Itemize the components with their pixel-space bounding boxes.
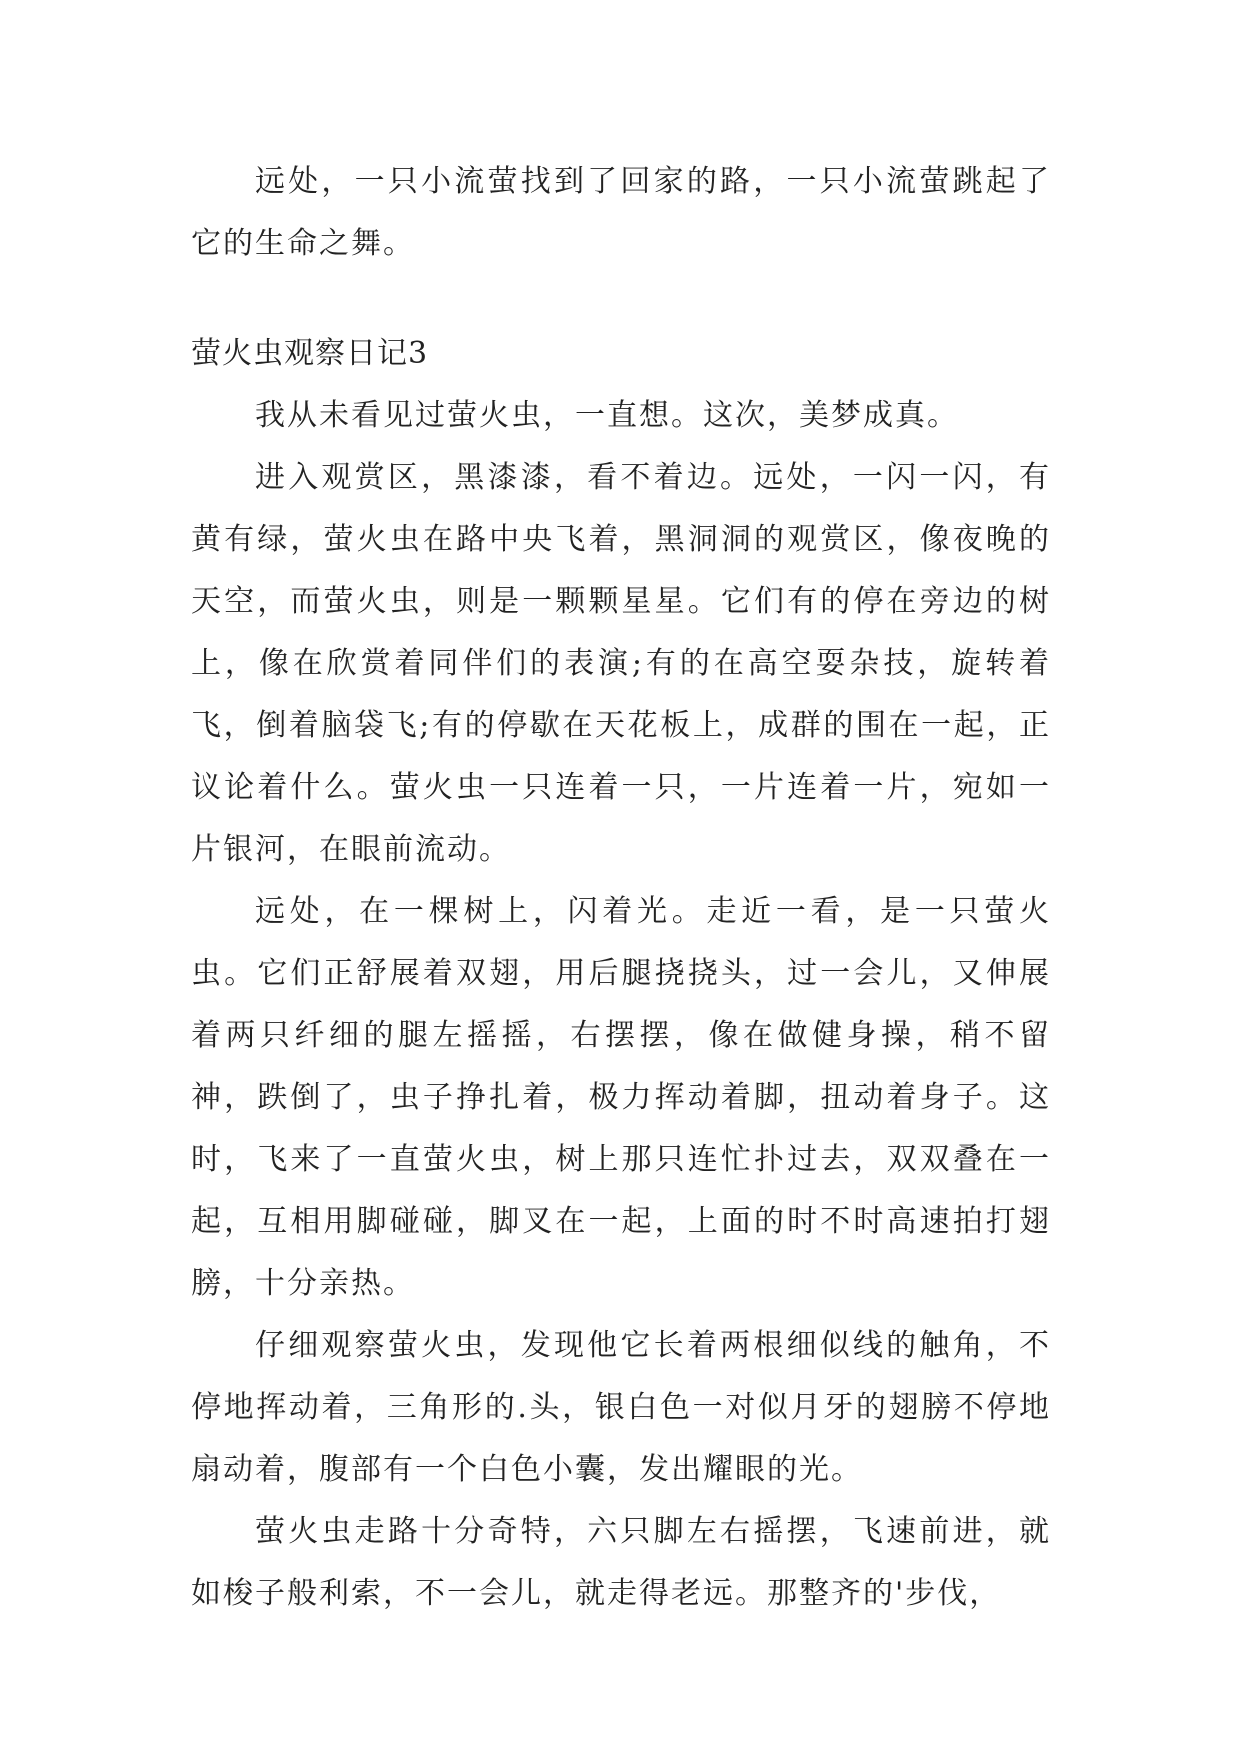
paragraph-1: 我从未看见过萤火虫，一直想。这次，美梦成真。 bbox=[255, 398, 959, 433]
paragraph-3: 远处，在一棵树上，闪着光。走近一看，是一只萤火虫。它们正舒展着双翅，用后腿挠挠头，过一会儿，又伸展着两只纤细的腿左摇摇，右摆摆，像在做健身操，稍不留神，跌倒了，虫子挣扎着，极力挥动着脚，扭动着身子。这时，飞来了一直萤火虫，树上那只连忙扑过去，双双叠在一起，互相用脚碰碰，脚叉在一起，上面的时不时高速拍打翅膀，十分亲热。 bbox=[191, 894, 1051, 1301]
section-gap bbox=[191, 275, 1051, 323]
paragraph-continuation: 远处，一只小流萤找到了回家的路，一只小流萤跳起了它的生命之舞。 bbox=[191, 164, 1051, 261]
section-title: 萤火虫观察日记3 bbox=[191, 336, 429, 371]
paragraph-2: 进入观赏区，黑漆漆，看不着边。远处，一闪一闪，有黄有绿，萤火虫在路中央飞着，黑洞洞的观赏区，像夜晚的天空，而萤火虫，则是一颗颗星星。它们有的停在旁边的树上，像在欣赏着同伴们的表演;有的在高空耍杂技，旋转着飞，倒着脑袋飞;有的停歇在天花板上，成群的围在一起，正议论着什么。萤火虫一只连着一只，一片连着一片，宛如一片银河，在眼前流动。 bbox=[191, 460, 1051, 867]
document-body bbox=[191, 151, 1051, 1625]
paragraph-5: 萤火虫走路十分奇特，六只脚左右摇摆，飞速前进，就如梭子般利索，不一会儿，就走得老远。那整齐的'步伐， bbox=[191, 1514, 1051, 1611]
paragraph-4: 仔细观察萤火虫，发现他它长着两根细似线的触角，不停地挥动着，三角形的.头，银白色一对似月牙的翅膀不停地扇动着，腹部有一个白色小囊，发出耀眼的光。 bbox=[191, 1328, 1051, 1487]
